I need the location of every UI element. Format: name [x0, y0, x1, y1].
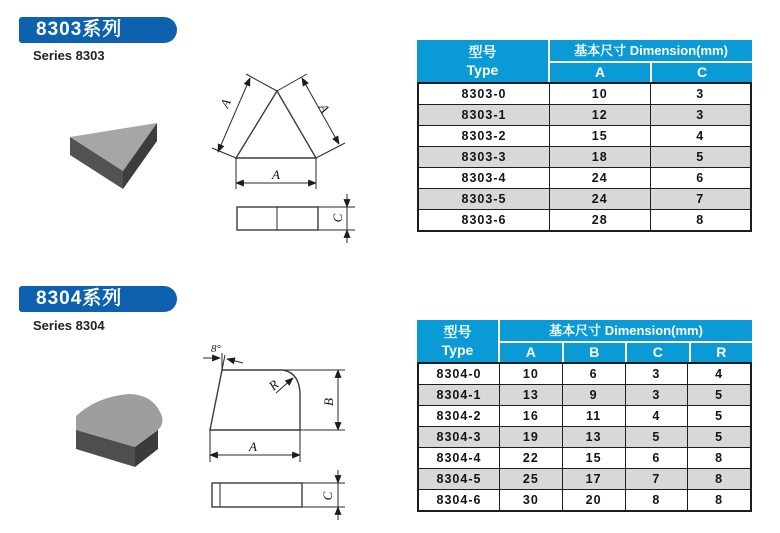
value-cell: 30: [499, 490, 562, 510]
value-cell: 16: [499, 406, 562, 426]
type-cell: 8303-6: [461, 213, 507, 227]
dim-label-c: C: [320, 491, 335, 501]
type-header-en: Type: [441, 342, 474, 358]
type-cell: 8304-2: [436, 409, 482, 423]
table-row: [419, 364, 750, 384]
value-cell: 9: [562, 385, 625, 405]
type-cell: 8303-0: [461, 87, 507, 101]
type-cell: 8303-2: [461, 129, 507, 143]
value-cell: 17: [562, 469, 625, 489]
table-row: [419, 468, 750, 489]
value-cell: 6: [650, 168, 751, 188]
value-cell: 4: [650, 126, 751, 146]
table-row: [419, 405, 750, 426]
column-header-b: B: [564, 343, 626, 362]
value-cell: 24: [549, 189, 650, 209]
dim-label-a: A: [249, 439, 257, 454]
rounded-tip-3d-image: [40, 370, 200, 480]
value-cell: 3: [625, 364, 688, 384]
table-row: [419, 125, 750, 146]
value-cell: 3: [650, 84, 751, 104]
type-cell: 8303-3: [461, 150, 507, 164]
dimension-header: 基本尺寸 Dimension(mm): [500, 320, 752, 341]
dim-label-a-right: A: [315, 101, 333, 116]
value-cell: 15: [562, 448, 625, 468]
table-header: [417, 40, 752, 82]
value-cell: 8: [687, 448, 750, 468]
value-cell: 13: [499, 385, 562, 405]
radius-label: R: [265, 376, 282, 394]
table-row: [419, 84, 750, 104]
type-cell: 8303-1: [461, 108, 507, 122]
table-row: [419, 489, 750, 510]
dim-label-a-left: A: [216, 96, 234, 111]
value-cell: 18: [549, 147, 650, 167]
profile-outline: [210, 370, 300, 430]
dim-label-c: C: [330, 213, 345, 223]
type-cell: 8304-6: [436, 493, 482, 507]
column-header-r: R: [691, 343, 753, 362]
dim-arrow-a-left: [218, 78, 250, 152]
side-view-diagram: [195, 465, 380, 527]
profile-dimension-diagram: [195, 335, 380, 470]
type-cell: 8303-5: [461, 192, 507, 206]
table-row: [419, 447, 750, 468]
series-subtitle: Series 8304: [33, 318, 105, 333]
value-cell: 24: [549, 168, 650, 188]
angle-label: 8°: [211, 343, 221, 355]
table-row: [419, 167, 750, 188]
value-cell: 5: [687, 385, 750, 405]
triangle-tip-3d-image: [40, 100, 220, 230]
type-header: [417, 320, 498, 362]
table-row: [419, 384, 750, 405]
table-row: [419, 104, 750, 125]
value-cell: 6: [562, 364, 625, 384]
dimension-header: 基本尺寸 Dimension(mm): [550, 40, 752, 61]
value-cell: 4: [625, 406, 688, 426]
value-cell: 19: [499, 427, 562, 447]
type-cell: 8304-1: [436, 388, 482, 402]
value-cell: 20: [562, 490, 625, 510]
table-body: [417, 362, 752, 512]
triangle-outline: [236, 91, 316, 158]
column-header-a: A: [550, 63, 650, 82]
value-cell: 8: [687, 490, 750, 510]
value-cell: 8: [687, 469, 750, 489]
column-header-c: C: [652, 63, 752, 82]
value-cell: 8: [650, 210, 751, 230]
value-cell: 8: [625, 490, 688, 510]
value-cell: 15: [549, 126, 650, 146]
type-cell: 8304-0: [436, 367, 482, 381]
value-cell: 11: [562, 406, 625, 426]
series-banner: 8303系列: [19, 17, 177, 43]
value-cell: 3: [625, 385, 688, 405]
type-cell: 8304-3: [436, 430, 482, 444]
value-cell: 7: [625, 469, 688, 489]
type-cell: 8304-5: [436, 472, 482, 486]
value-cell: 3: [650, 105, 751, 125]
value-cell: 28: [549, 210, 650, 230]
table-row: [419, 188, 750, 209]
value-cell: 5: [687, 406, 750, 426]
dim-label-a-bottom: A: [272, 167, 280, 182]
column-header-a: A: [500, 343, 562, 362]
table-body: [417, 82, 752, 232]
type-cell: 8304-4: [436, 451, 482, 465]
value-cell: 6: [625, 448, 688, 468]
dim-label-b: B: [321, 398, 336, 406]
column-header-c: C: [627, 343, 689, 362]
value-cell: 4: [687, 364, 750, 384]
series-banner: 8304系列: [19, 286, 177, 312]
type-cell: 8303-4: [461, 171, 507, 185]
value-cell: 10: [549, 84, 650, 104]
type-header-cn: 型号: [443, 323, 472, 340]
extension-line: [246, 74, 277, 91]
value-cell: 12: [549, 105, 650, 125]
value-cell: 5: [625, 427, 688, 447]
dimension-table-8303: [417, 40, 752, 232]
table-row: [419, 426, 750, 447]
value-cell: 7: [650, 189, 751, 209]
table-header: [417, 320, 752, 362]
extension-line: [316, 143, 345, 158]
type-header: [417, 40, 548, 82]
value-cell: 10: [499, 364, 562, 384]
value-cell: 25: [499, 469, 562, 489]
series-subtitle: Series 8303: [33, 48, 105, 63]
value-cell: 5: [687, 427, 750, 447]
extension-line: [212, 148, 236, 158]
triangle-dimension-diagram: [210, 55, 395, 250]
type-header-en: Type: [466, 62, 499, 78]
type-header-cn: 型号: [468, 43, 497, 60]
value-cell: 13: [562, 427, 625, 447]
table-row: [419, 209, 750, 230]
dimension-table-8304: [417, 320, 752, 512]
side-view-outline: [212, 483, 302, 507]
extension-line: [277, 74, 307, 91]
table-row: [419, 146, 750, 167]
angle-arrow-right: [227, 359, 243, 363]
value-cell: 22: [499, 448, 562, 468]
value-cell: 5: [650, 147, 751, 167]
